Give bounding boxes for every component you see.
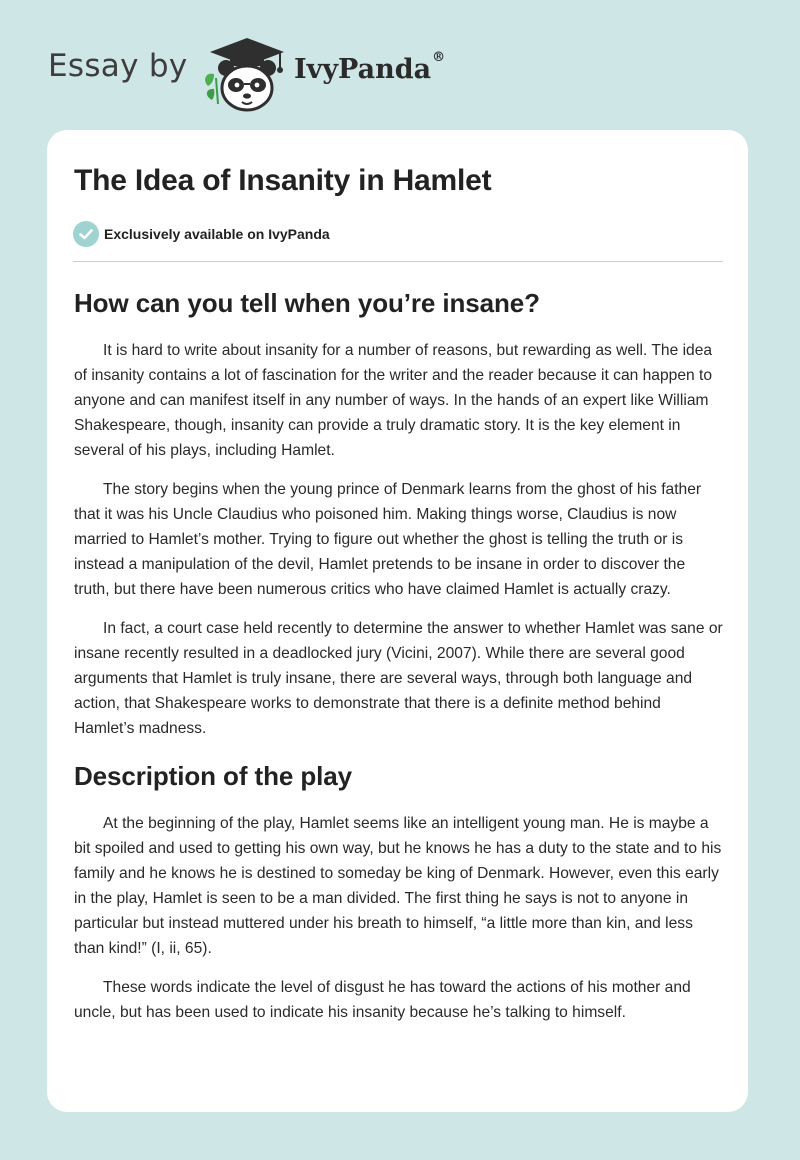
- essay-title: The Idea of Insanity in Hamlet: [74, 164, 492, 197]
- ivypanda-logo-text[interactable]: [294, 50, 446, 85]
- title-divider: [73, 261, 723, 262]
- paragraph: In fact, a court case held recently to determine the answer to whether Hamlet was sane or insane recently resulted in a deadlocked jury (Vicini, 2007). While there are several good arguments that Hamlet is truly insane, there are several ways, through both language and action, that Shakespeare works to demonstrate that there is a definite method behind Hamlet’s madness.: [74, 620, 723, 737]
- brand-name-text: IvyPanda: [294, 54, 432, 85]
- registered-mark: ®: [432, 50, 446, 65]
- paragraph: The story begins when the young prince of Denmark learns from the ghost of his father that it was his Uncle Claudius who poisoned him. Making things worse, Claudius is now married to Hamlet’s mother. Trying to figure out whether the ghost is telling the truth or is instead a manipulation of the devil, Hamlet pretends to be insane in order to discover the truth, but there have been numerous critics who have claimed Hamlet is actually crazy.: [74, 481, 702, 598]
- panda-graduation-cap-icon: [202, 34, 292, 114]
- check-circle-icon: [73, 221, 99, 247]
- section-heading: How can you tell when you’re insane?: [74, 288, 540, 318]
- paragraph: It is hard to write about insanity for a number of reasons, but rewarding as well. The idea of insanity contains a lot of fascination for the writer and the reader because it can happen to anyone and can manifest itself in any number of ways. In the hands of an expert like William Shakespeare, though, insanity can provide a truly dramatic story. It is the key element in several of his plays, including Hamlet.: [74, 342, 713, 459]
- section-heading: Description of the play: [74, 761, 352, 791]
- exclusive-badge: [73, 221, 330, 247]
- essay-by-label: Essay by: [48, 48, 188, 84]
- paragraph: At the beginning of the play, Hamlet seems like an intelligent young man. He is maybe a bit spoiled and used to getting his own way, but he knows he has a duty to the state and to his family and he knows he is destined to someday be king of Denmark. However, even this early in the play, Hamlet is seen to be a man divided. The first thing he says is not to anyone in particular but instead muttered under his breath to himself, “a little more than kin, and less than kind!” (I, ii, 65).: [74, 815, 722, 957]
- essay-body: [74, 278, 724, 1025]
- essay-card: [47, 130, 748, 1112]
- exclusive-label: Exclusively available on IvyPanda: [104, 226, 330, 242]
- site-header: [48, 30, 748, 110]
- paragraph: These words indicate the level of disgust he has toward the actions of his mother and uncle, but has been used to indicate his insanity because he’s talking to himself.: [74, 979, 691, 1021]
